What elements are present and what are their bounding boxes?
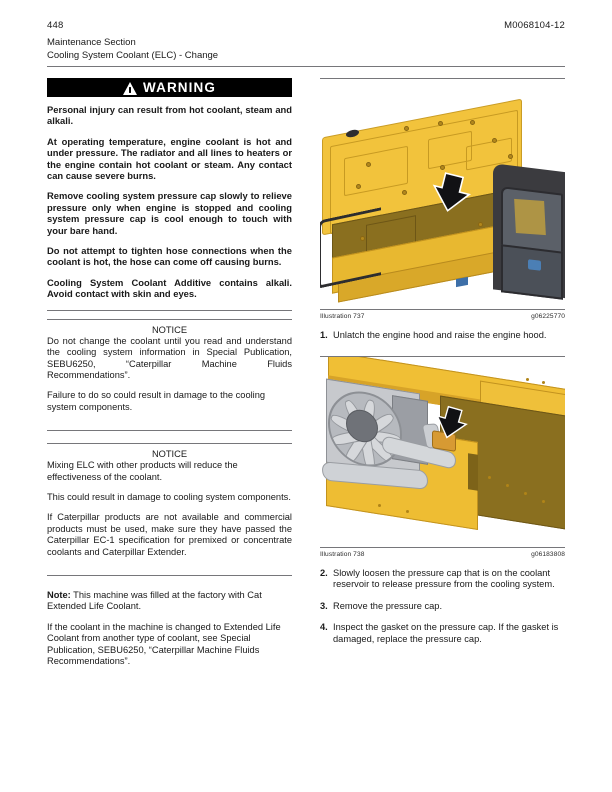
page-header [47,20,565,62]
spacer [47,567,292,575]
notice-paragraph: Failure to do so could result in damage to the cooling system components. [47,390,266,412]
spacer [47,431,292,443]
step-item [320,568,565,591]
warning-paragraph: Cooling System Coolant Additive contains alkali. Avoid contact with skin and eyes. [47,276,292,300]
note-label: Note: [47,589,71,600]
engine-hood-illustration [320,90,565,298]
warning-paragraph: Personal injury can result from hot coolant, steam and alkali. [47,104,292,127]
step-number: 2. [320,567,328,578]
notice-divider-top2 [47,319,292,320]
illustration-2-graphic-id: g06183808 [531,550,565,558]
spacer [320,342,565,356]
illustration-1-label: Illustration 737 [320,313,365,320]
warning-box [47,78,292,300]
spacer [47,311,292,319]
illustration-2-figure [320,357,565,558]
spacer [47,300,292,310]
warning-triangle-icon [123,82,137,95]
illustration-1-caption [320,309,565,320]
notice-paragraph: Mixing ELC with other products will reduce the effectiveness of the coolant. [47,460,238,482]
note-paragraph [47,590,292,613]
notice-title: NOTICE [151,324,188,335]
step-text: Unlatch the engine hood and raise the engine hood. [333,330,547,340]
notice2-divider-top [47,443,292,444]
radiator-illustration [320,368,565,536]
step-item [320,622,565,645]
note-text: This machine was filled at the factory with Cat Extended Life Coolant. [47,589,262,612]
warning-paragraph: Do not attempt to tighten hose connections when the coolant is hot, the hose can come off causing burns. [47,245,292,268]
header-divider [47,66,565,67]
notice-block-2 [47,448,292,558]
warning-paragraph: Remove cooling system pressure cap slowly to relieve pressure only when engine is stopped and cooling system pressure cap is cool enough to touch with your bare hand. [47,190,292,236]
notice-paragraph: If Caterpillar products are not available and commercial products must be used, make sure they have passed the Caterpillar EC-1 specification for premixed or concentrate coolants and Caterpillar Extender. [47,512,292,557]
body-paragraph: If the coolant in the machine is changed to Extended Life Coolant from another type of coolant, see Special Publication, SEBU6250, “Caterpillar Machine Fluids Recommendations”. [47,621,281,666]
illustration-1-figure [320,79,565,320]
warning-banner [47,78,292,97]
notice-block-1 [47,324,292,413]
spacer [47,422,292,430]
page-number: 448 [47,20,64,31]
illustration-2-label: Illustration 738 [320,550,365,558]
illustration-1-graphic-id: g06225770 [531,313,565,320]
step-item [320,601,565,613]
step-item [320,330,565,342]
header-top-row [47,20,565,32]
warning-banner-label: WARNING [143,80,216,95]
callout-arrow-icon [320,90,565,298]
step-text: Slowly loosen the pressure cap that is on the coolant reservoir to release pressure from the cooling system. [333,567,555,590]
right-column [320,78,565,646]
notice-paragraph: This could result in damage to cooling system components. [47,491,291,502]
notice-paragraph: Do not change the coolant until you read and understand the cooling system information in Special Publication, SEBU6250, “Caterpillar Machine Fluids Recommendations”. [47,335,292,380]
spacer [47,576,292,590]
section-name: Maintenance Section [47,37,136,48]
callout-arrow-icon [320,368,565,536]
step-text: Inspect the gasket on the pressure cap. If the gasket is damaged, replace the pressure cap. [333,622,559,644]
step-text: Remove the pressure cap. [333,600,443,611]
illustration-2-caption [320,547,565,558]
step-number: 1. [320,330,328,340]
notice-title: NOTICE [151,449,188,460]
step-number: 3. [320,600,328,611]
document-id: M0068104-12 [504,20,565,31]
step-number: 4. [320,622,328,633]
warning-paragraph: At operating temperature, engine coolant is hot and under pressure. The radiator and all lines to heaters or the engine contain hot coolant or steam. Any contact can cause severe burns. [47,135,292,182]
topic-title: Cooling System Coolant (ELC) - Change [47,49,219,61]
left-column [47,78,292,676]
